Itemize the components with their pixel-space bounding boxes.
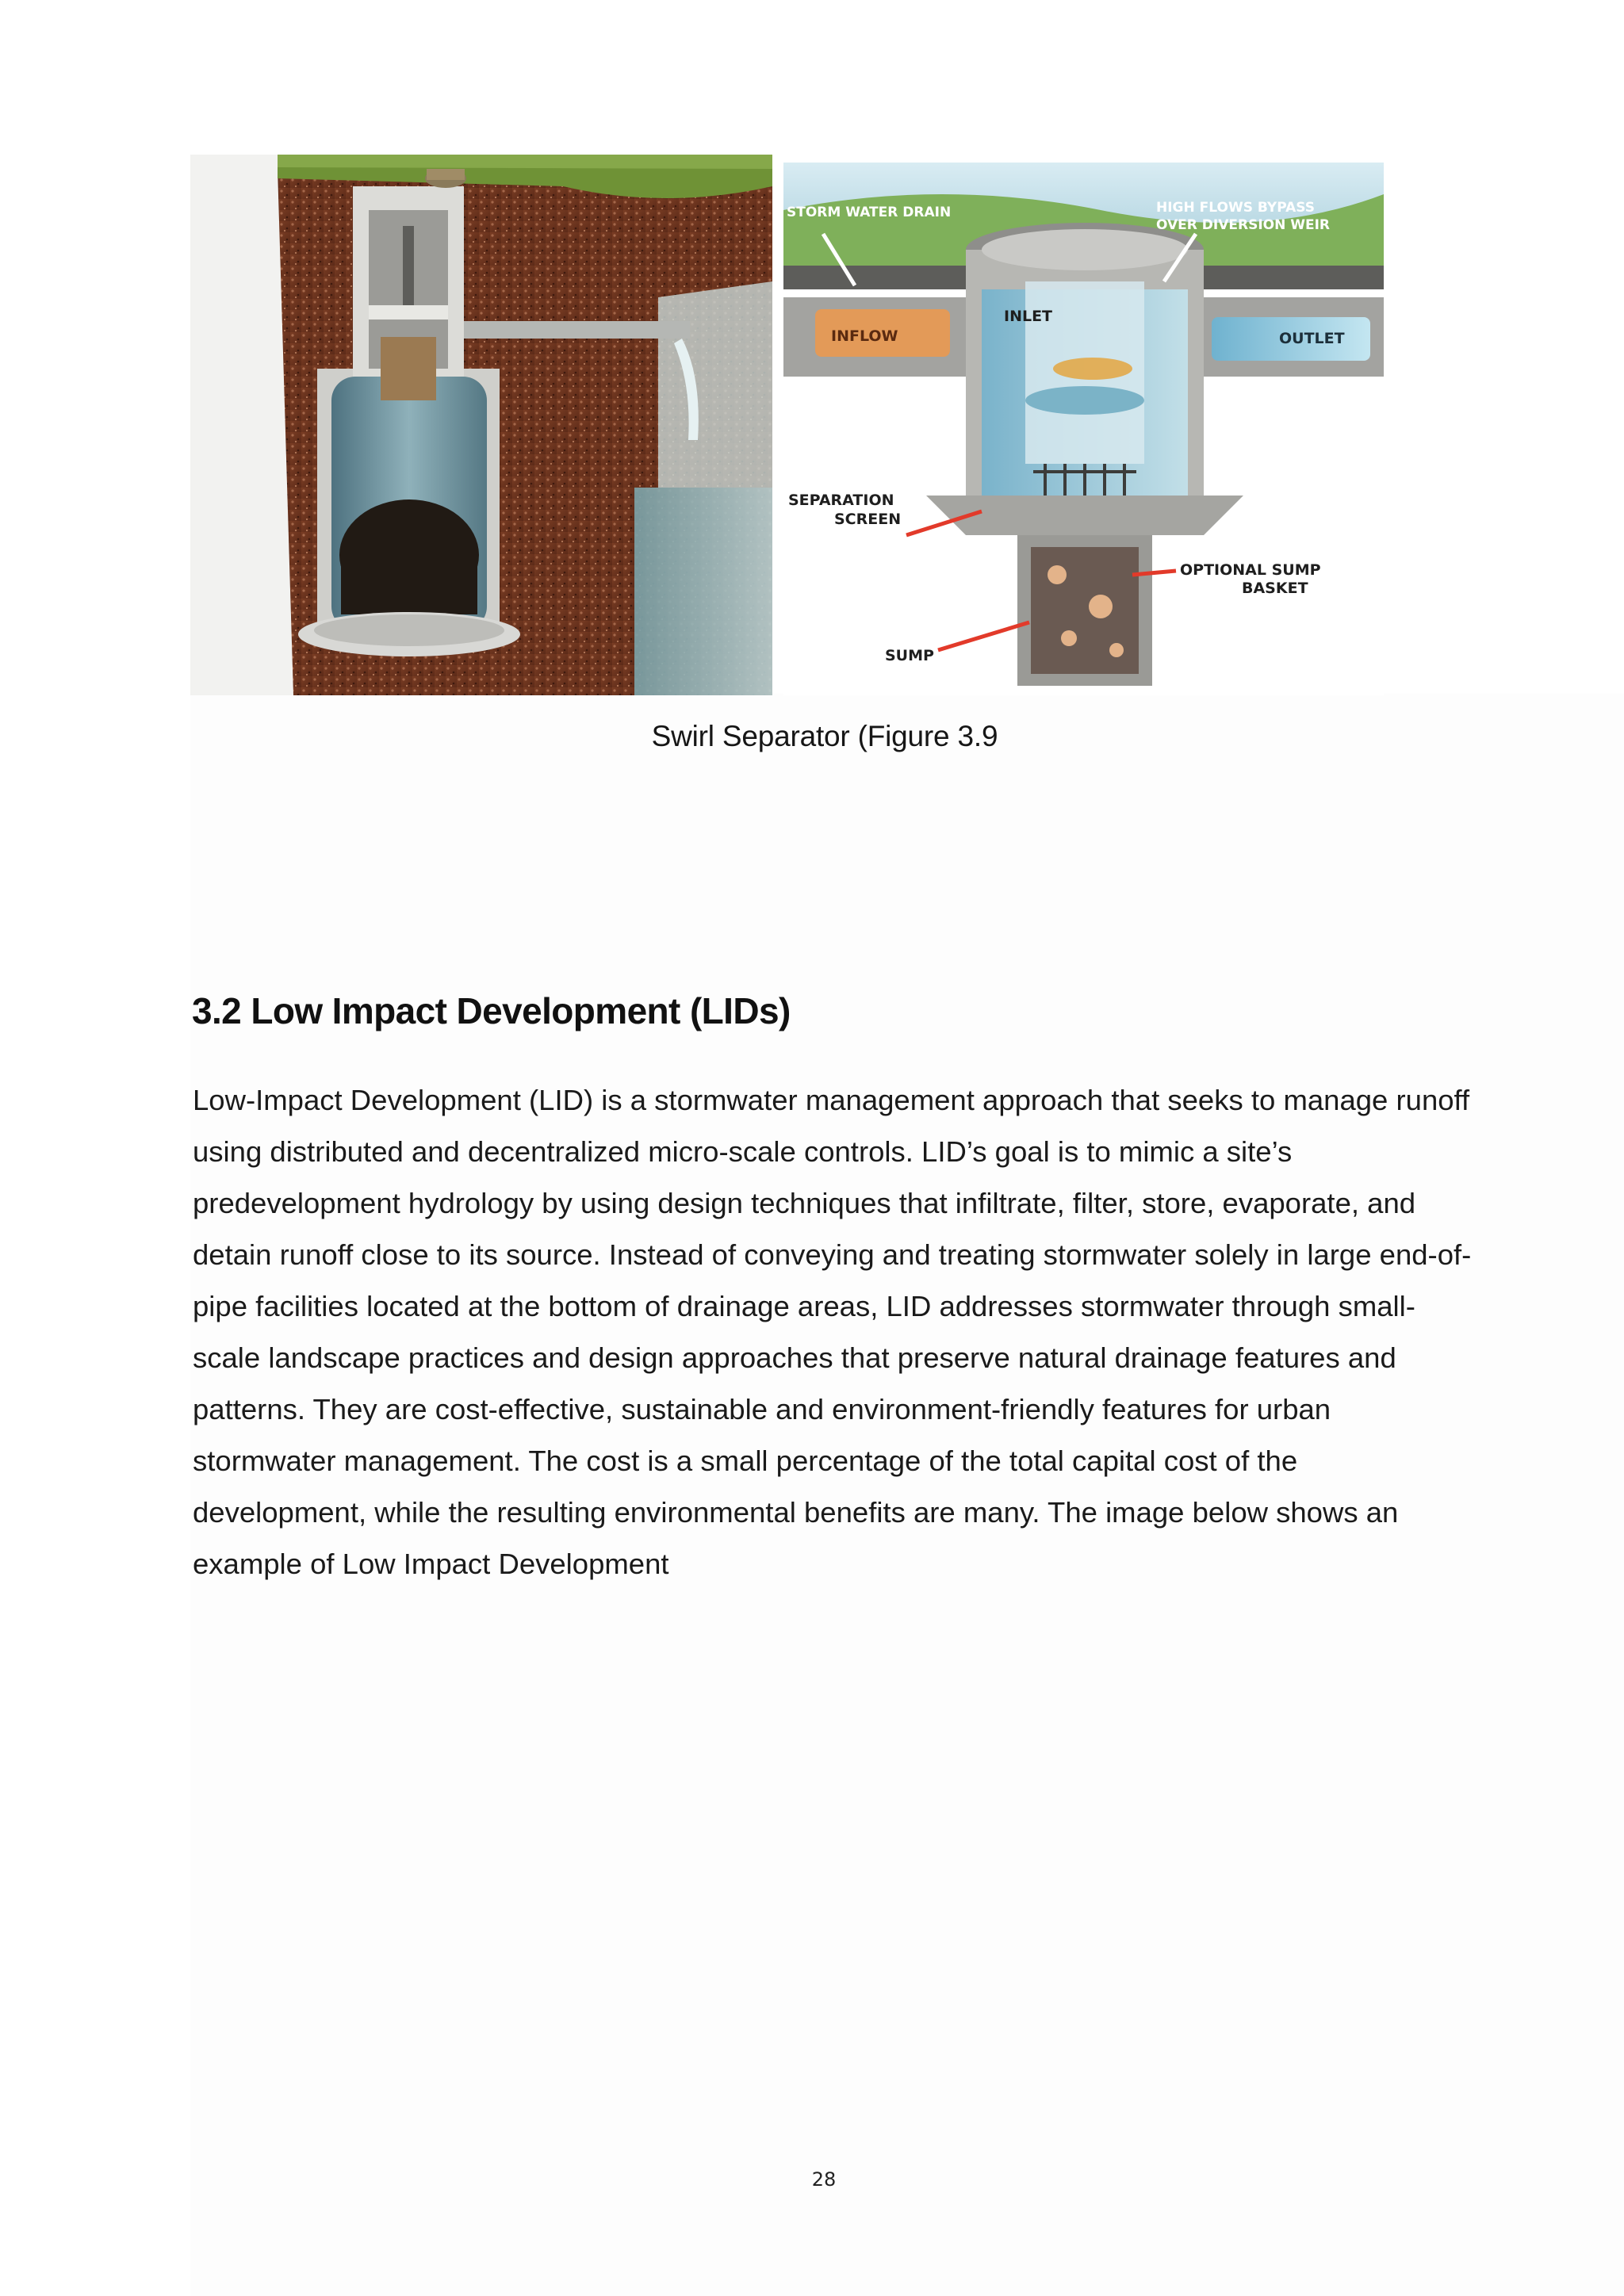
figure-caption: Swirl Separator (Figure 3.9	[651, 720, 998, 752]
label-over-diversion-weir: OVER DIVERSION WEIR	[1156, 217, 1331, 233]
label-inlet: INLET	[1004, 308, 1053, 325]
swirl-separator-figure	[190, 155, 1384, 695]
page-number: 28	[811, 2168, 837, 2191]
label-optional-sump: OPTIONAL SUMP	[1180, 561, 1321, 579]
swirl-separator-cutaway-image	[190, 155, 772, 695]
label-separation: SEPARATION	[788, 492, 894, 509]
section-heading: 3.2 Low Impact Development (LIDs)	[192, 990, 791, 1031]
label-sump: SUMP	[885, 647, 934, 664]
label-storm-water-drain: STORM WATER DRAIN	[787, 205, 952, 220]
label-inflow: INFLOW	[831, 327, 898, 345]
label-basket: BASKET	[1242, 580, 1308, 597]
label-high-flows-bypass: HIGH FLOWS BYPASS	[1156, 200, 1315, 216]
section-paragraph: Low-Impact Development (LID) is a stormwater management approach that seeks to manage runoff using distributed and decentralized micro-scale controls. LID’s goal is to mimic a site’s predevelopment hydrology by using design techniques that infiltrate, filter, store, evaporate, and detain runoff close to its source. Instead of conveying and treating stormwater solely in large end-of-pipe facilities located at the bottom of drainage areas, LID addresses stormwater through small-scale landscape practices and design approaches that preserve natural drainage features and patterns. They are cost-effective, sustainable and environment-friendly features for urban stormwater management. The cost is a small percentage of the total capital cost of the development, while the resulting environmental benefits are many. The image below shows an example of Low Impact Development	[193, 1084, 1472, 1580]
label-screen: SCREEN	[834, 511, 902, 528]
label-outlet: OUTLET	[1279, 330, 1345, 347]
labelled-separator-diagram-image	[783, 163, 1384, 695]
